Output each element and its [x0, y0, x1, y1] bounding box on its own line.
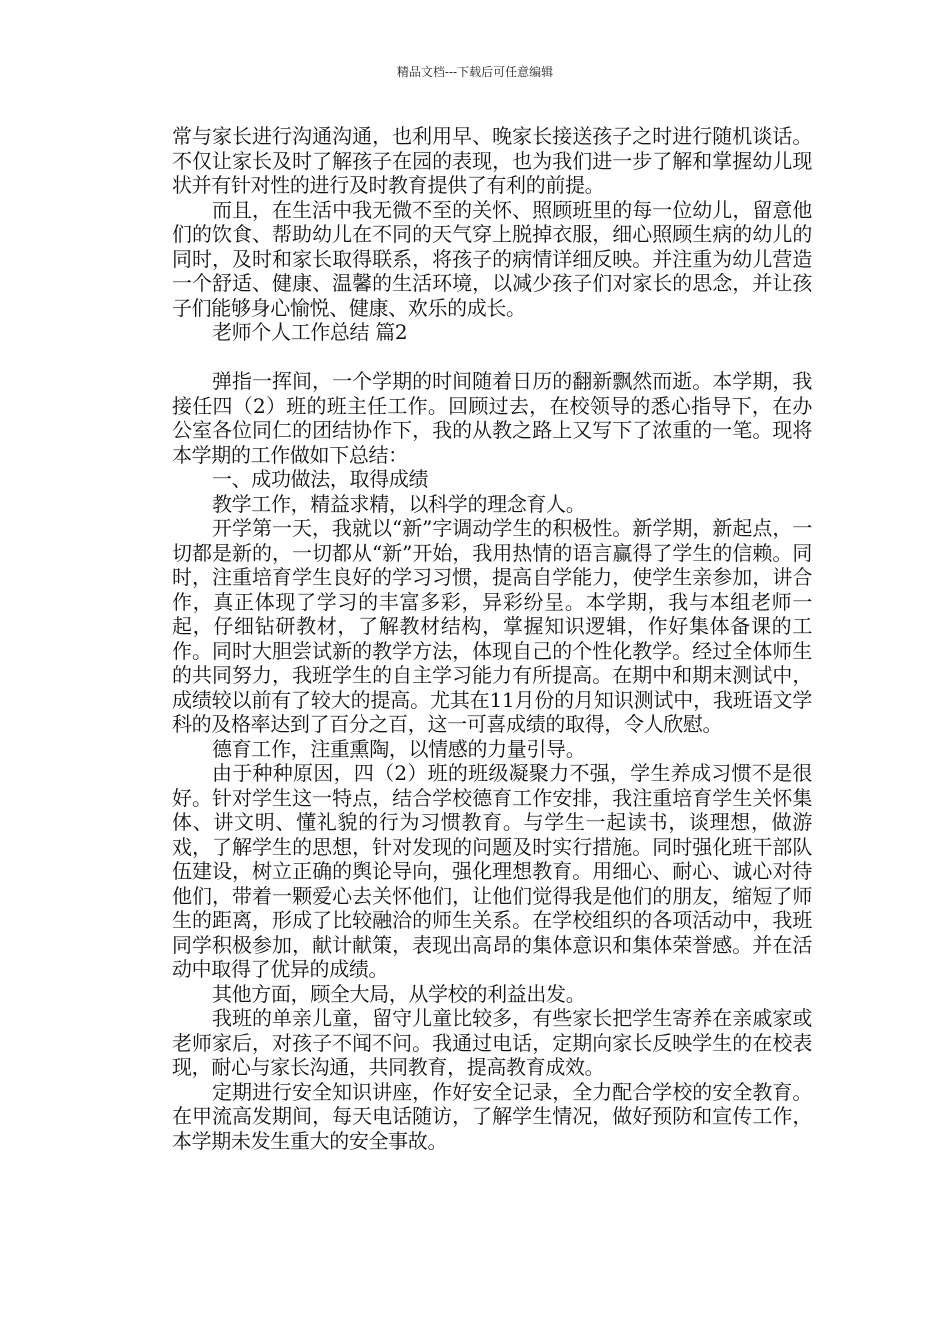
blank-line [172, 345, 812, 370]
paragraph-continued: 常与家长进行沟通沟通，也利用早、晚家长接送孩子之时进行随机谈话。不仅让家长及时了解孩子在园的表现，也为我们进一步了解和掌握幼儿现状并有针对性的进行及时教育提供了有利的前提。 [172, 124, 812, 197]
subheading-moral: 德育工作，注重熏陶，以情感的力量引导。 [212, 736, 586, 761]
subheading-teaching: 教学工作，精益求精，以科学的理念育人。 [212, 491, 586, 516]
page-header: 精品文档---下载后可任意编辑 [396, 65, 554, 79]
paragraph-intro: 弹指一挥间，一个学期的时间随着日历的翻新飘然而逝。本学期，我接任四（2）班的班主任工作。回顾过去，在校领导的悉心指导下，在办公室各位同仁的团结协作下，我的从教之路上又写下了浓重的一笔。现将本学期的工作做如下总结： [172, 369, 812, 467]
paragraph-parents: 我班的单亲儿童，留守儿童比较多，有些家长把学生寄养在亲戚家或老师家后，对孩子不闻不问。我通过电话，定期向家长反映学生的在校表现，耐心与家长沟通，共同教育，提高教育成效。 [172, 1006, 812, 1079]
paragraph-teaching: 开学第一天，我就以“新”字调动学生的积极性。新学期，新起点，一切都是新的，一切都从“新”开始，我用热情的语言赢得了学生的信赖。同时，注重培育学生良好的学习习惯，提高自学能力，使学生亲参加，讲合作，真正体现了学习的丰富多彩，异彩纷呈。本学期，我与本组老师一起，仔细钻研教材，了解教材结构，掌握知识逻辑，作好集体备课的工作。同时大胆尝试新的教学方法，体现自己的个性化教学。经过全体师生的共同努力，我班学生的自主学习能力有所提高。在期中和期末测试中，成绩较以前有了较大的提高。尤其在11月份的月知识测试中，我班语文学科的及格率达到了百分之百，这一可喜成绩的取得，令人欣慰。 [172, 516, 812, 736]
document-body [172, 124, 812, 1153]
paragraph-moral: 由于种种原因，四（2）班的班级凝聚力不强，学生养成习惯不是很好。针对学生这一特点，结合学校德育工作安排，我注重培育学生关怀集体、讲文明、懂礼貌的行为习惯教育。与学生一起读书，谈理想，做游戏，了解学生的思想，针对发现的问题及时实行措施。同时强化班干部队伍建设，树立正确的舆论导向，强化理想教育。用细心、耐心、诚心对待他们，带着一颗爱心去关怀他们，让他们觉得我是他们的朋友，缩短了师生的距离，形成了比较融洽的师生关系。在学校组织的各项活动中，我班同学积极参加，献计献策，表现出高昂的集体意识和集体荣誉感。并在活动中取得了优异的成绩。 [172, 761, 812, 981]
paragraph-safety: 定期进行安全知识讲座，作好安全记录，全力配合学校的安全教育。在甲流高发期间，每天电话随访，了解学生情况，做好预防和宣传工作，本学期未发生重大的安全事故。 [172, 1079, 812, 1153]
section-title: 老师个人工作总结 篇2 [212, 320, 408, 344]
paragraph-care: 而且，在生活中我无微不至的关怀、照顾班里的每一位幼儿，留意他们的饮食、帮助幼儿在不同的天气穿上脱掉衣服，细心照顾生病的幼儿的同时，及时和家长取得联系，将孩子的病情详细反映。并注重为幼儿营造一个舒适、健康、温馨的生活环境，以减少孩子们对家长的思念，并让孩子们能够身心愉悦、健康、欢乐的成长。 [172, 197, 812, 320]
subheading-success: 一、成功做法，取得成绩 [212, 467, 429, 491]
subheading-other: 其他方面，顾全大局，从学校的利益出发。 [212, 981, 586, 1006]
